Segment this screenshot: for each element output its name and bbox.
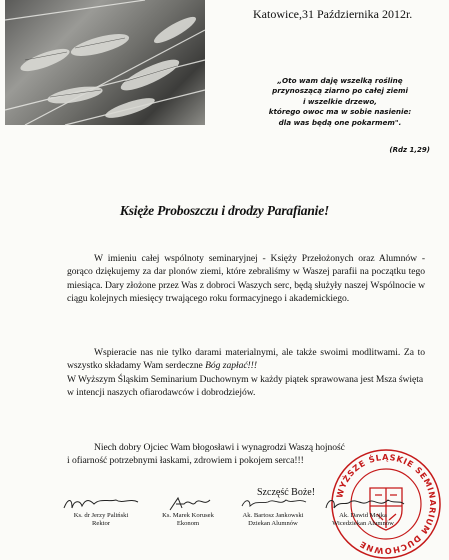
letter-date: Katowice,31 Października 2012r. <box>253 7 413 21</box>
body-paragraph: i ofiarność potrzebnymi łaskami, zdrowiem i pokojem serca!!! <box>67 455 304 466</box>
wheat-icon <box>5 0 205 125</box>
signatory-role: Ekonom <box>176 520 200 527</box>
signatory-role: Dziekan Alumnów <box>248 520 298 527</box>
wheat-photo <box>5 0 205 125</box>
body-paragraph: W Wyższym Śląskim Seminarium Duchownym w każdy piątek sprawowana jest Msza święta w intencji naszych ofiarodawców i dobrodziejów. <box>67 374 424 399</box>
signature-vice-dean <box>318 512 408 528</box>
handwritten-signature <box>232 496 314 512</box>
signatory-name: Ak. Dawid Mojka <box>339 512 387 519</box>
body-text: Wspieracie nas nie tylko darami materialnymi, ale także swoimi modlitwami. Za to wszystko składamy Wam serdeczne <box>67 347 425 372</box>
signatory-name: Ak. Bartosz Jankowski <box>242 512 304 519</box>
signature-rector <box>60 512 142 528</box>
handwritten-signature <box>318 496 408 512</box>
handwritten-signature <box>148 496 228 512</box>
handwritten-signature <box>60 496 142 512</box>
quote-line: „Oto wam daję wszelką roślinę <box>277 76 403 85</box>
letter-greeting: Księże Proboszczu i drodzy Parafianie! <box>119 203 330 218</box>
quote-line: przynoszącą ziarno po całej ziemi <box>272 86 408 96</box>
signatory-name: Ks. Marek Korusek <box>162 512 214 519</box>
signature-dean <box>232 512 314 528</box>
signatory-role: Wicedziekan Alumnów <box>332 520 394 527</box>
quote-line: dla was będą one pokarmem". <box>278 117 402 127</box>
closing-line: Szczęść Boże! <box>257 487 316 498</box>
signatory-name: Ks. dr Jerzy Paliński <box>73 512 129 519</box>
seal-text: WYŻSZE ŚLĄSKIE SEMINARIUM DUCHOWNE <box>334 451 439 557</box>
signature-bursar <box>148 512 228 528</box>
body-paragraph: W imieniu całej wspólnoty seminaryjnej - Księży Przełożonych oraz Alumnów - gorąco dziękujemy za dar plonów ziemi, które zebraliśmy w Waszej parafii na początku tego miesiąca. Dary złożone przez Was z dobroci Waszych serc, będą służyły naszej Wspólnocie w ciągu kolejnych miesięcy trwającego roku formacyjnego i akademickiego. <box>67 253 425 305</box>
body-emphasis: Bóg zapłać!!! <box>205 360 257 372</box>
quote-reference: (Rdz 1,29) <box>389 146 430 154</box>
signatory-role: Rektor <box>92 520 110 527</box>
bible-quote <box>240 76 440 128</box>
quote-line: i wszelkie drzewo, <box>302 96 378 106</box>
quote-line: którego owoc ma w sobie nasienie: <box>268 107 412 117</box>
body-paragraph <box>67 346 425 373</box>
body-paragraph: Niech dobry Ojciec Wam błogosławi i wynagrodzi Waszą hojność <box>94 442 345 453</box>
